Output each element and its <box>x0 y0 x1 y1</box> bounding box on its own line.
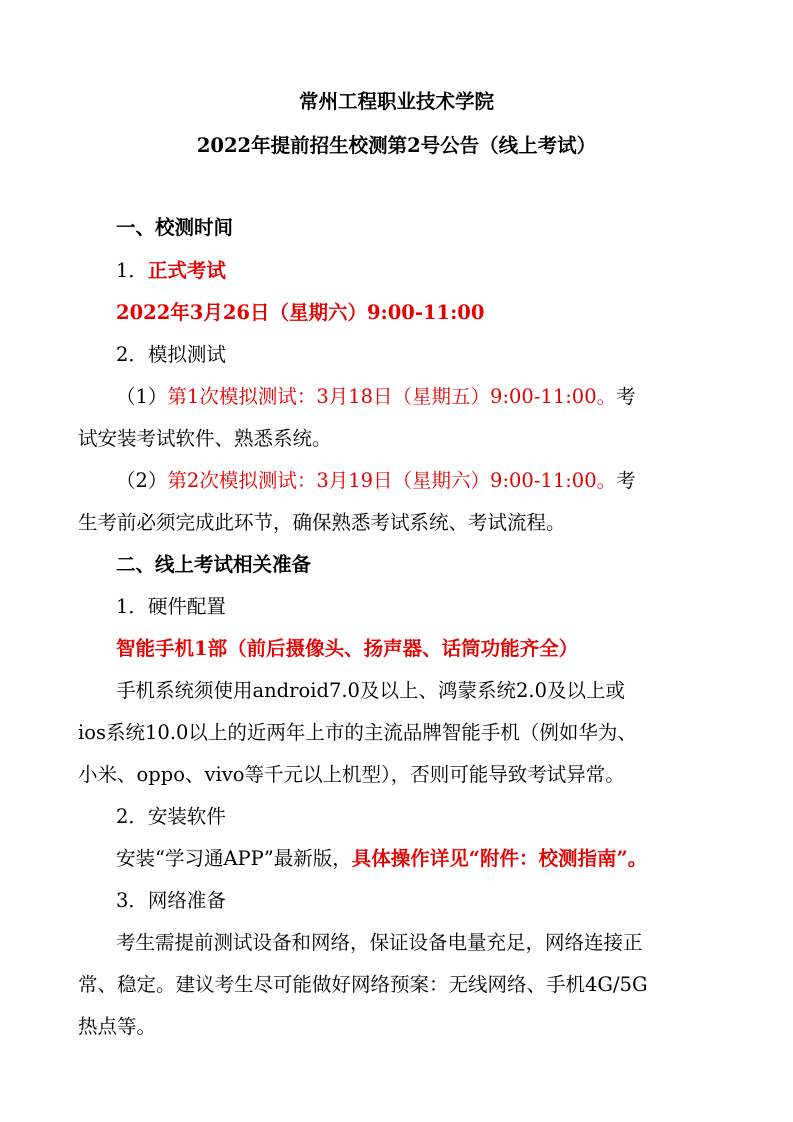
formal-exam-datetime: 2022年3月26日（星期六）9:00-11:00 <box>116 301 485 324</box>
install-instruction <box>116 849 647 869</box>
section-heading-preparation: 二、线上考试相关准备 <box>116 553 312 576</box>
mock-test-1-continued: 试安装考试软件、熟悉系统。 <box>78 427 332 450</box>
network-paragraph-line-2: 常、稳定。建议考生尽可能做好网络预案：无线网络、手机4G/5G <box>78 973 648 996</box>
schedule-item-formal <box>116 261 226 281</box>
hardware-paragraph-line-3: 小米、oppo、vivo等千元以上机型），否则可能导致考试异常。 <box>78 763 625 786</box>
section-heading-schedule: 一、校测时间 <box>116 216 234 239</box>
schedule-item-mock: 2．模拟测试 <box>116 343 226 366</box>
install-instruction-text: 安装“学习通APP”最新版， <box>116 847 352 870</box>
network-paragraph-line-1: 考生需提前测试设备和网络，保证设备电量充足，网络连接正 <box>116 931 643 954</box>
install-guide-reference: 具体操作详见“附件：校测指南”。 <box>351 847 648 870</box>
prep-item-hardware: 1．硬件配置 <box>116 595 226 618</box>
mock-test-2-prefix: （2） <box>116 469 168 492</box>
mock-test-2 <box>116 471 636 491</box>
mock-test-1-prefix: （1） <box>116 385 168 408</box>
hardware-paragraph-line-1: 手机系统须使用android7.0及以上、鸿蒙系统2.0及以上或 <box>116 679 625 702</box>
prep-item-software: 2．安装软件 <box>116 805 226 828</box>
formal-exam-label: 正式考试 <box>147 259 226 282</box>
mock-test-2-continued: 生考前必须完成此环节，确保熟悉考试系统、考试流程。 <box>78 511 566 534</box>
mock-test-2-datetime: 第2次模拟测试：3月19日（星期六）9:00-11:00。 <box>167 469 617 492</box>
document-subtitle: 2022年提前招生校测第2号公告（线上考试） <box>196 134 597 157</box>
hardware-requirement: 智能手机1部（前后摄像头、扬声器、话筒功能齐全） <box>116 637 579 660</box>
mock-test-1-datetime: 第1次模拟测试：3月18日（星期五）9:00-11:00。 <box>167 385 617 408</box>
mock-test-2-text: 考 <box>616 469 636 492</box>
document-title: 常州工程职业技术学院 <box>298 90 494 113</box>
hardware-paragraph-line-2: ios系统10.0以上的近两年上市的主流品牌智能手机（例如华为、 <box>78 721 637 744</box>
network-paragraph-line-3: 热点等。 <box>78 1015 157 1038</box>
prep-item-network: 3．网络准备 <box>116 889 226 912</box>
mock-test-1-text: 考 <box>616 385 636 408</box>
item-number: 1． <box>116 259 148 282</box>
mock-test-1 <box>116 387 636 407</box>
